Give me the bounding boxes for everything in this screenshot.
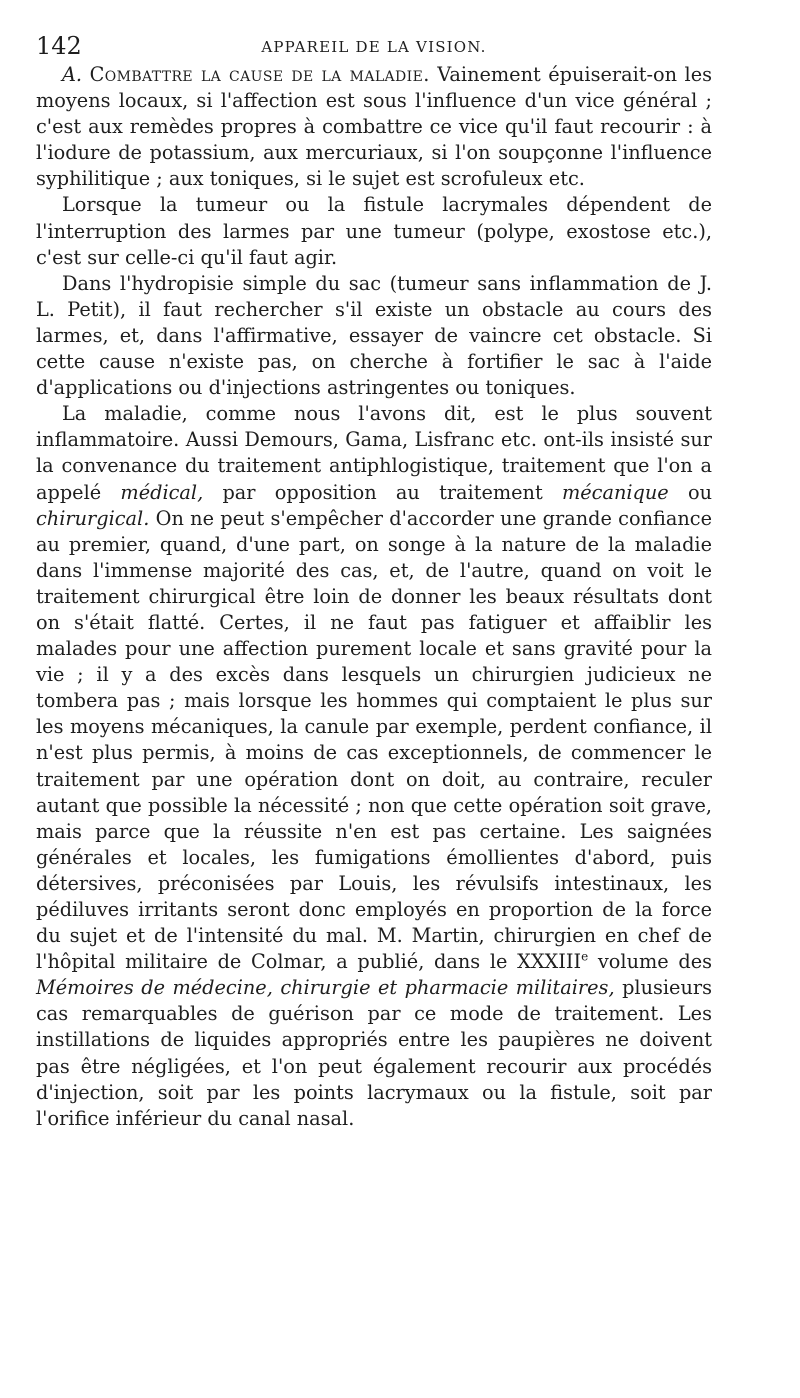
p4-italic-mecanique: mécanique (561, 480, 669, 504)
running-head (36, 28, 712, 62)
paragraph-4 (36, 401, 712, 1132)
p4-text-1: La maladie, comme nous l'avons dit, est le plus souvent inflammatoire. Aussi Demours, Gama, Lisfranc etc. ont-ils insisté sur la convenance du traitement antiphlogistique, traitement que l'on a appelé (36, 402, 712, 504)
paragraph-2: Lorsque la tumeur ou la fistule lacrymales dépendent de l'interruption des larmes par une tumeur (polype, exostose etc.), c'est sur celle-ci qu'il faut agir. (36, 193, 712, 269)
p4-text-2: par opposition au traitement (203, 480, 562, 504)
p4-text-6: plusieurs cas remarquables de guérison par ce mode de traitement. Les instillations de liquides appropriés entre les paupières ne doivent pas être négligées, et l'on peut également recourir aux procédés d'injection, soit par les points lacrymaux ou la fistule, soit par l'orifice inférieur du canal nasal. (36, 976, 712, 1130)
section-letter: A. (62, 63, 83, 86)
body-text (36, 62, 712, 1132)
running-title: APPAREIL DE LA VISION. (261, 38, 487, 56)
p4-text-5: volume des (588, 950, 713, 974)
paragraph-3: Dans l'hydropisie simple du sac (tumeur sans inflammation de J. L. Petit), il faut rechercher s'il existe un obstacle au cours des larmes, et, dans l'affirmative, essayer de vaincre cet obstacle. Si cette cause n'existe pas, on cherche à fortifier le sac à l'aide d'applications ou d'injections astringentes ou toniques. (36, 271, 712, 400)
paragraph-1-text: Vainement épuiserait-on les moyens locaux, si l'affection est sous l'influence d'un vice général ; c'est aux remèdes propres à combattre ce vice qu'il faut recourir : à l'iodure de potassium, aux mercuriaux, si l'on soupçonne l'influence syphilitique ; aux toniques, si le sujet est scrofuleux etc. (36, 63, 713, 191)
page-number: 142 (36, 32, 82, 60)
p4-italic-chirurgical: chirurgical. (36, 506, 150, 530)
section-heading: Combattre la cause de la maladie. (89, 63, 430, 86)
p4-text-4: On ne peut s'empêcher d'accorder une grande confiance au premier, quand, d'une part, on songe à la nature de la maladie dans l'immense majorité des cas, et, de l'autre, quand on voit le traitement chirurgical être loin de donner les beaux résultats dont on s'était flatté. Certes, il ne faut pas fatiguer et affaiblir les malades pour une affection purement locale et sans gravité pour la vie ; il y a des excès dans lesquels un chirurgien judicieux ne tombera pas ; mais lorsque les hommes qui comptaient le plus sur les moyens mécaniques, la canule par exemple, perdent confiance, il n'est plus permis, à moins de cas exceptionnels, de commencer le traitement par une opération dont on doit, au contraire, reculer autant que possible la nécessité ; non que cette opération soit grave, mais parce que la réussite n'en est pas certaine. Les saignées générales et locales, les fumigations émollientes d'abord, puis détersives, préconisées par Louis, les révulsifs intestinaux, les pédiluves irritants seront donc employés en proportion de la force du sujet et de l'intensité du mal. M. Martin, chirurgien en chef de l'hôpital militaire de Colmar, a publié, dans le XXXIII (36, 506, 712, 974)
p4-superscript: e (581, 949, 589, 964)
book-page (36, 28, 712, 1132)
p4-text-3: ou (668, 480, 712, 504)
p4-italic-medical: médical, (120, 480, 204, 504)
p4-italic-memoires: Mémoires de médecine, chirurgie et pharmacie militaires, (36, 976, 615, 1000)
paragraph-1 (36, 62, 712, 192)
